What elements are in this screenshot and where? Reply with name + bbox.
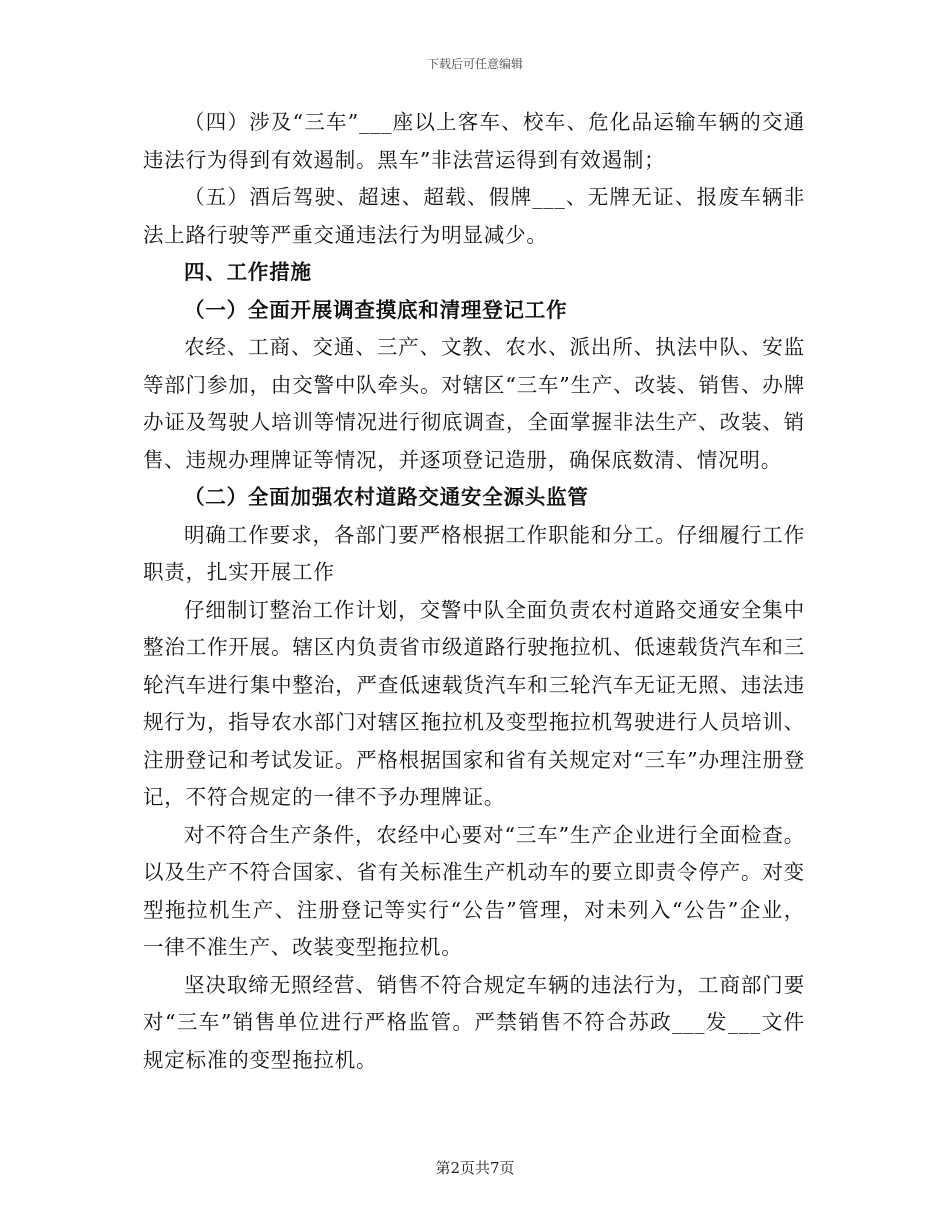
paragraph-item-4: （四）涉及“三车”___座以上客车、校车、危化品运输车辆的交通违法行为得到有效遏制。黑车”非法营运得到有效遏制； — [143, 110, 805, 172]
paragraph-plan: 仔细制订整治工作计划，交警中队全面负责农村道路交通安全集中整治工作开展。辖区内负责省市级道路行驶拖拉机、低速载货汽车和三轮汽车进行集中整治，严查低速载货汽车和三轮汽车无证无照、违法违规行为，指导农水部门对辖区拖拉机及变型拖拉机驾驶进行人员培训、注册登记和考试发证。严格根据国家和省有关规定对“三车”办理注册登记，不符合规定的一律不予办理牌证。 — [143, 597, 805, 809]
section-heading-measures: 四、工作措施 — [184, 260, 312, 284]
paragraph-item-5: （五）酒后驾驶、超速、超载、假牌___、无牌无证、报废车辆非法上路行驶等严重交通违法行为明显减少。 — [143, 185, 805, 247]
page-header: 下载后可任意编辑 — [426, 57, 523, 71]
subheading-survey: （一）全面开展调查摸底和清理登记工作 — [184, 297, 568, 322]
paragraph-requirements: 明确工作要求，各部门要严格根据工作职能和分工。仔细履行工作职责，扎实开展工作 — [143, 522, 805, 584]
paragraph-inspection: 对不符合生产条件，农经中心要对“三车”生产企业进行全面检查。以及生产不符合国家、省有关标准生产机动车的要立即责令停产。对变型拖拉机生产、注册登记等实行“公告”管理，对未列入“公告”企业，一律不准生产、改装变型拖拉机。 — [143, 822, 805, 959]
document-body — [143, 104, 805, 1079]
paragraph-survey: 农经、工商、交通、三产、文教、农水、派出所、执法中队、安监等部门参加，由交警中队牵头。对辖区“三车”生产、改装、销售、办牌办证及驾驶人培训等情况进行彻底调查，全面掌握非法生产、改装、销售、违规办理牌证等情况，并逐项登记造册，确保底数清、情况明。 — [143, 335, 805, 472]
subheading-source-supervision: （二）全面加强农村道路交通安全源头监管 — [184, 485, 589, 509]
page-footer: 第2页共7页 — [435, 1159, 515, 1177]
paragraph-ban-sales: 坚决取缔无照经营、销售不符合规定车辆的违法行为，工商部门要对“三车”销售单位进行严格监管。严禁销售不符合苏政___发___文件规定标准的变型拖拉机。 — [143, 972, 805, 1072]
